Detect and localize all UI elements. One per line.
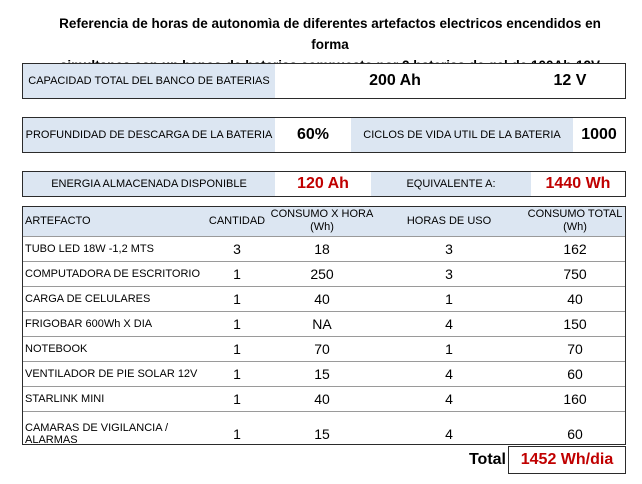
table-header-row xyxy=(22,206,626,237)
cell-cantidad: 1 xyxy=(204,387,270,412)
cell-cantidad: 1 xyxy=(204,312,270,337)
energy-box xyxy=(22,171,626,197)
appliances-table xyxy=(22,206,626,456)
table-row xyxy=(22,337,626,362)
cell-consumo-total: 60 xyxy=(524,362,626,387)
cell-consumo-total: 150 xyxy=(524,312,626,337)
cell-consumo-total: 162 xyxy=(524,237,626,262)
cell-consumo-total: 60 xyxy=(524,412,626,457)
table-row xyxy=(22,362,626,387)
title-line-1: Referencia de horas de autonomìa de diferentes artefactos electricos encendidos en forma xyxy=(59,16,601,52)
equivalent-label: EQUIVALENTE A: xyxy=(371,172,531,196)
cell-cantidad: 1 xyxy=(204,262,270,287)
cell-artefacto: TUBO LED 18W -1,2 MTS xyxy=(22,237,204,262)
cell-consumo-hora: 15 xyxy=(270,412,374,457)
table-row xyxy=(22,287,626,312)
equivalent-value: 1440 Wh xyxy=(545,175,611,192)
cell-artefacto: CAMARAS DE VIGILANCIA / ALARMAS xyxy=(22,412,204,457)
cycles-value: 1000 xyxy=(581,126,617,143)
total-label: Total xyxy=(468,451,506,468)
table-row xyxy=(22,387,626,412)
total-value: 1452 Wh/dia xyxy=(508,446,626,474)
energy-label: ENERGIA ALMACENADA DISPONIBLE xyxy=(23,172,275,196)
header-artefacto: ARTEFACTO xyxy=(22,206,204,237)
depth-box xyxy=(22,117,626,153)
cell-consumo-hora: 250 xyxy=(270,262,374,287)
header-consumo-total: CONSUMO TOTAL (Wh) xyxy=(524,206,626,237)
cycles-label: CICLOS DE VIDA UTIL DE LA BATERIA xyxy=(351,118,573,152)
cell-artefacto: VENTILADOR DE PIE SOLAR 12V xyxy=(22,362,204,387)
cell-horas-uso: 3 xyxy=(374,262,524,287)
header-horas-uso: HORAS DE USO xyxy=(374,206,524,237)
cell-artefacto: COMPUTADORA DE ESCRITORIO xyxy=(22,262,204,287)
cell-artefacto: NOTEBOOK xyxy=(22,337,204,362)
cell-horas-uso: 1 xyxy=(374,287,524,312)
cell-consumo-hora: 15 xyxy=(270,362,374,387)
capacity-volts-value: 12 V xyxy=(553,72,587,89)
capacity-ah-value: 200 Ah xyxy=(369,72,421,89)
cell-cantidad: 1 xyxy=(204,362,270,387)
table-row xyxy=(22,237,626,262)
cell-horas-uso: 1 xyxy=(374,337,524,362)
depth-label: PROFUNDIDAD DE DESCARGA DE LA BATERIA xyxy=(23,118,275,152)
energy-value: 120 Ah xyxy=(297,175,349,192)
header-consumo-hora: CONSUMO X HORA (Wh) xyxy=(270,206,374,237)
capacity-box xyxy=(22,63,626,99)
cell-artefacto: CARGA DE CELULARES xyxy=(22,287,204,312)
cell-consumo-total: 40 xyxy=(524,287,626,312)
table-row xyxy=(22,312,626,337)
cell-horas-uso: 3 xyxy=(374,237,524,262)
cell-consumo-hora: 40 xyxy=(270,287,374,312)
table-row xyxy=(22,262,626,287)
cell-consumo-hora: 40 xyxy=(270,387,374,412)
cell-cantidad: 3 xyxy=(204,237,270,262)
cell-cantidad: 1 xyxy=(204,412,270,457)
cell-consumo-hora: 70 xyxy=(270,337,374,362)
cell-horas-uso: 4 xyxy=(374,387,524,412)
cell-artefacto: FRIGOBAR 600Wh X DIA xyxy=(22,312,204,337)
capacity-label: CAPACIDAD TOTAL DEL BANCO DE BATERIAS xyxy=(23,64,275,98)
cell-consumo-hora: NA xyxy=(270,312,374,337)
cell-consumo-total: 70 xyxy=(524,337,626,362)
depth-value: 60% xyxy=(296,126,330,143)
cell-consumo-hora: 18 xyxy=(270,237,374,262)
cell-consumo-total: 750 xyxy=(524,262,626,287)
cell-cantidad: 1 xyxy=(204,337,270,362)
cell-horas-uso: 4 xyxy=(374,312,524,337)
cell-consumo-total: 160 xyxy=(524,387,626,412)
cell-artefacto: STARLINK MINI xyxy=(22,387,204,412)
cell-cantidad: 1 xyxy=(204,287,270,312)
cell-horas-uso: 4 xyxy=(374,412,524,457)
cell-horas-uso: 4 xyxy=(374,362,524,387)
header-cantidad: CANTIDAD xyxy=(204,206,270,237)
